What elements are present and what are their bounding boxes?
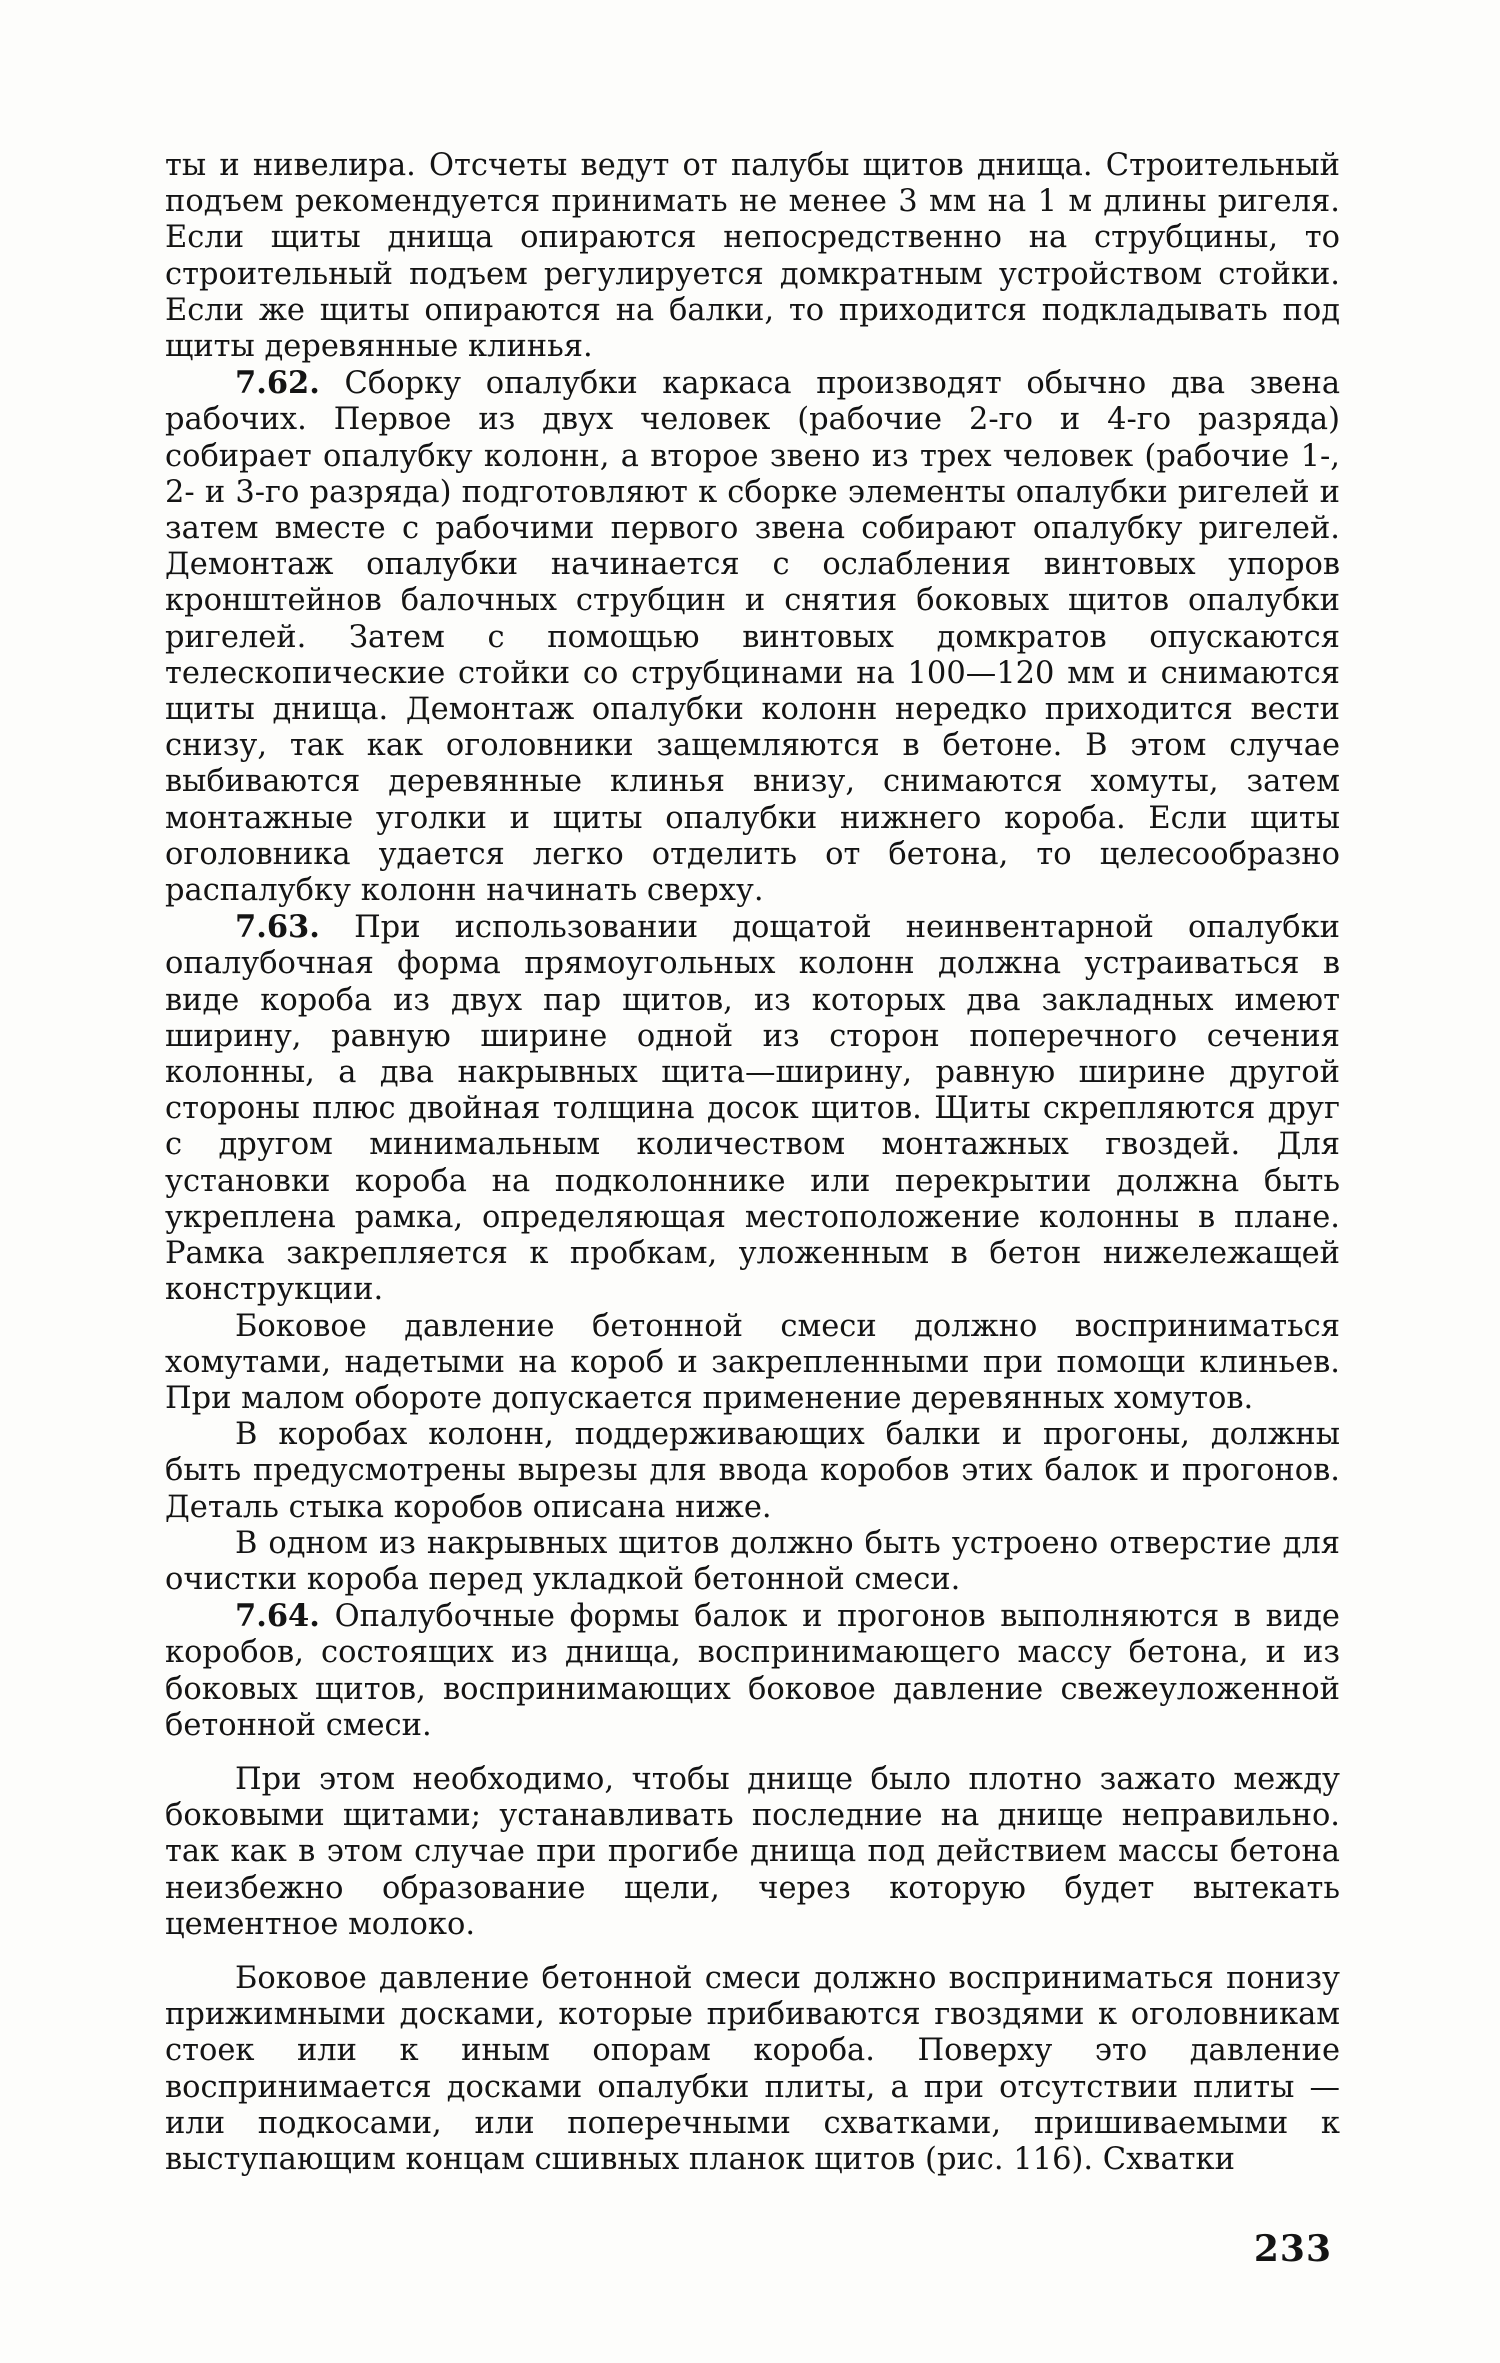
paragraph-text: В коробах колонн, поддерживающих балки и прогоны, должны быть предусмотрены вырезы для ввода коробов этих балок и прогонов. Деталь стыка коробов описана ниже.: [165, 1417, 1340, 1525]
paragraph-text: Сборку опалубки каркаса производят обычно два звена рабочих. Первое из двух человек (рабочие 2-го и 4-го разряда) собирает опалубку колонн, а второе звено из трех человек (рабочие 1-, 2- и 3-го разряда) подготовляют к сборке элементы опалубки ригелей и затем вместе с рабочими первого звена собирают опалубку ригелей. Демонтаж опалубки начинается с ослабления винтовых упоров кронштейнов балочных струбцин и снятия боковых щитов опалубки ригелей. Затем с помощью винтовых домкратов опускаются телескопические стойки со струбцинами на 100—120 мм и снимаются щиты днища. Демонтаж опалубки колонн нередко приходится вести снизу, так как оголовники защемляются в бетоне. В этом случае выбиваются деревянные клинья внизу, снимаются хомуты, затем монтажные уголки и щиты опалубки нижнего короба. Если щиты оголовника удается легко отделить от бетона, то целесообразно распалубку колонн начинать сверху.: [165, 366, 1340, 909]
paragraph-pressure-boards: [165, 1961, 1340, 2178]
paragraph-text: ты и нивелира. Отсчеты ведут от палубы щитов днища. Строительный подъем рекомендуется принимать не менее 3 мм на 1 м длины ригеля. Если щиты днища опираются непосредственно на струбцины, то строительный подъем регулируется домкратным устройством стойки. Если же щиты опираются на балки, то приходится подкладывать под щиты деревянные клинья.: [165, 148, 1340, 365]
paragraph-column-cutouts: [165, 1417, 1340, 1526]
paragraph-text: При использовании дощатой неинвентарной опалубки опалубочная форма прямоугольных колонн должна устраиваться в виде короба из двух пар щитов, из которых два закладных имеют ширину, равную ширине одной из сторон поперечного сечения колонны, а два накрывных щита—ширину, равную ширине другой стороны плюс двойная толщина досок щитов. Щиты скрепляются друг с другом минимальным количеством монтажных гвоздей. Для установки короба на подколоннике или перекрытии должна быть укреплена рамка, определяющая местоположение колонны в плане. Рамка закрепляется к пробкам, уложенным в бетон нижележащей конструкции.: [165, 910, 1340, 1308]
section-number: 7.62.: [235, 365, 320, 402]
paragraph-7-64: [165, 1598, 1340, 1744]
paragraph-bottom-clamp: [165, 1762, 1340, 1943]
body-text: [165, 148, 1340, 2178]
paragraph-text: Боковое давление бетонной смеси должно восприниматься хомутами, надетыми на короб и закрепленными при помощи клиньев. При малом обороте допускается применение деревянных хомутов.: [165, 1308, 1340, 1416]
paragraph-7-63: [165, 909, 1340, 1308]
paragraph-7-62: [165, 365, 1340, 909]
paragraph-text: Опалубочные формы балок и прогонов выполняются в виде коробов, состоящих из днища, воспринимающего массу бетона, и из боковых щитов, воспринимающих боковое давление свежеуложенной бетонной смеси.: [165, 1599, 1340, 1743]
section-number: 7.63.: [235, 909, 320, 946]
paragraph-lateral-pressure: [165, 1309, 1340, 1418]
paragraph-text: В одном из накрывных щитов должно быть устроено отверстие для очистки короба перед укладкой бетонной смеси.: [165, 1525, 1340, 1597]
paragraph-text: При этом необходимо, чтобы днище было плотно зажато между боковыми щитами; устанавливать последние на днище неправильно. так как в этом случае при прогибе днища под действием массы бетона неизбежно образование щели, через которую будет вытекать цементное молоко.: [165, 1761, 1340, 1942]
paragraph-continuation: [165, 148, 1340, 365]
section-number: 7.64.: [235, 1598, 320, 1635]
paragraph-text: Боковое давление бетонной смеси должно восприниматься понизу прижимными досками, которые прибиваются гвоздями к оголовникам стоек или к иным опорам короба. Поверху это давление воспринимается досками опалубки плиты, а при отсутствии плиты — или подкосами, или поперечными схватками, пришиваемыми к выступающим концам сшивных планок щитов (рис. 116). Схватки: [165, 1960, 1340, 2177]
paragraph-cleaning-hole: [165, 1526, 1340, 1598]
page-number: 233: [1253, 2228, 1332, 2270]
